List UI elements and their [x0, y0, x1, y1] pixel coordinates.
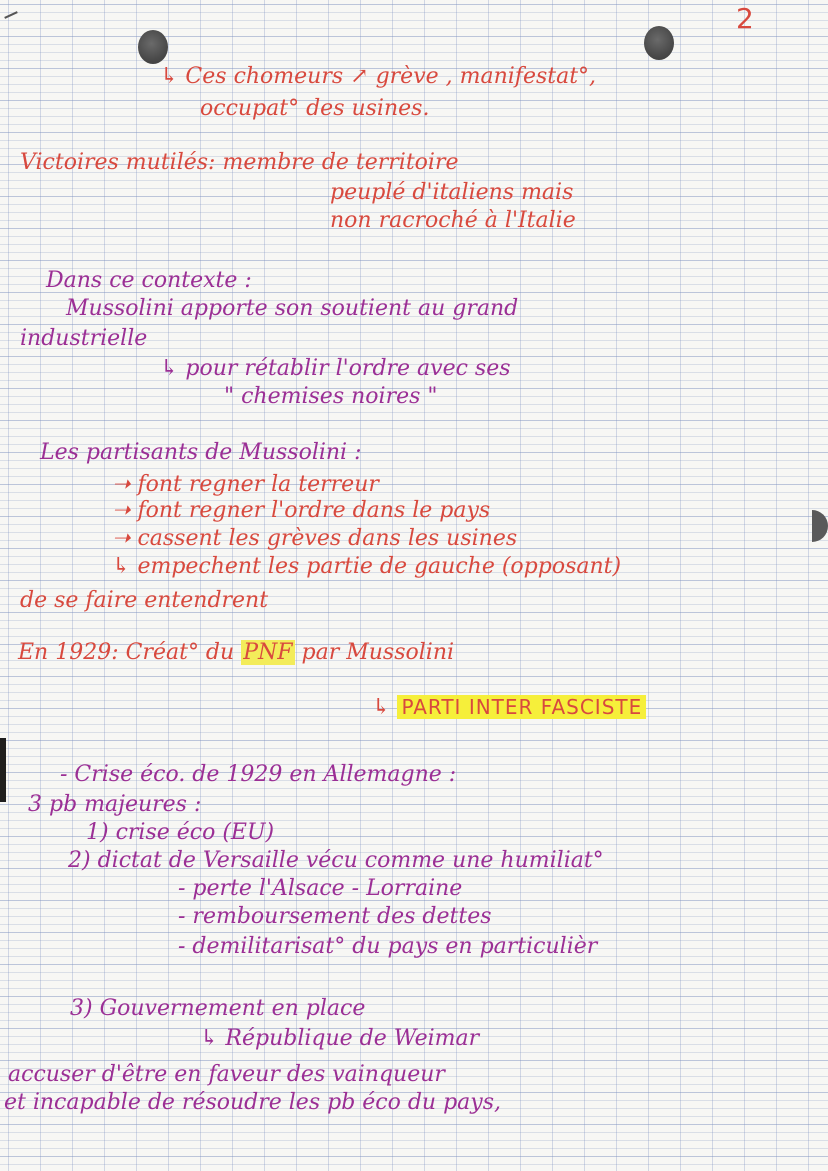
note-line-partisants: Les partisants de Mussolini :: [40, 440, 362, 465]
note-line-industrielle: industrielle: [20, 326, 148, 351]
note-line-peuple: peuplé d'italiens mais: [330, 180, 574, 205]
note-line-entendrent: de se faire entendrent: [20, 588, 269, 613]
note-bullet-ordre: ➝ font regner l'ordre dans le pays: [112, 498, 491, 523]
pnf-prefix: En 1929: Créat° du: [18, 640, 235, 665]
margin-mark: [0, 738, 6, 802]
note-line-mussolini-soutien: Mussolini apporte son soutient au grand: [66, 296, 519, 321]
parti-arrow: ↳: [372, 695, 391, 720]
note-line-weimar: ↳ République de Weimar: [200, 1026, 480, 1051]
note-line-crise-eco: 1) crise éco (EU): [86, 820, 275, 845]
note-line-3pb: 3 pb majeures :: [28, 792, 202, 817]
bullet-text: empechent les partie de gauche (opposant): [137, 554, 622, 579]
note-line-contexte: Dans ce contexte :: [46, 268, 252, 293]
note-line-pnf: [18, 640, 454, 666]
note-line-italie: non racroché à l'Italie: [330, 208, 576, 233]
note-line-retablir-ordre: ↳ pour rétablir l'ordre avec ses: [160, 356, 511, 381]
note-line-gouvernement: 3) Gouvernement en place: [70, 996, 366, 1021]
note-line-unemployed: ↳ Ces chomeurs ↗ grève , manifestat°,: [160, 64, 597, 89]
note-line-alsace: - perte l'Alsace - Lorraine: [178, 876, 463, 901]
note-line-versaille: 2) dictat de Versaille vécu comme une humiliat°: [68, 848, 604, 873]
note-line-dettes: - remboursement des dettes: [178, 904, 492, 929]
pnf-highlight: PNF: [243, 640, 293, 665]
note-bullet-greves: ➝ cassent les grèves dans les usines: [112, 526, 518, 551]
bullet-text: cassent les grèves dans les usines: [137, 526, 518, 551]
punch-hole-edge: [812, 510, 828, 542]
note-line-parti: [372, 694, 646, 721]
bullet-text: font regner l'ordre dans le pays: [137, 498, 491, 523]
pnf-suffix: par Mussolini: [301, 640, 455, 665]
punch-hole-right: [644, 26, 674, 60]
page-number: 2: [736, 2, 754, 35]
note-bullet-terreur: ➝ font regner la terreur: [112, 472, 379, 497]
parti-highlight: PARTI INTER FASCISTE: [397, 695, 646, 719]
note-line-crise-allemagne: - Crise éco. de 1929 en Allemagne :: [60, 762, 457, 787]
note-bullet-gauche: ↳ empechent les partie de gauche (opposant): [112, 554, 622, 579]
note-line-incapable: et incapable de résoudre les pb éco du pays,: [4, 1090, 502, 1115]
note-line-occupation: occupat° des usines.: [200, 96, 430, 121]
note-line-victoires: Victoires mutilés: membre de territoire: [20, 150, 459, 175]
punch-hole-left: [138, 30, 168, 64]
note-line-accuser: accuser d'être en faveur des vainqueur: [8, 1062, 445, 1087]
note-line-demilitarisation: - demilitarisat° du pays en particulièr: [178, 934, 598, 959]
corner-mark: [4, 11, 18, 19]
bullet-text: font regner la terreur: [137, 472, 379, 497]
note-line-chemises-noires: " chemises noires ": [224, 384, 438, 409]
